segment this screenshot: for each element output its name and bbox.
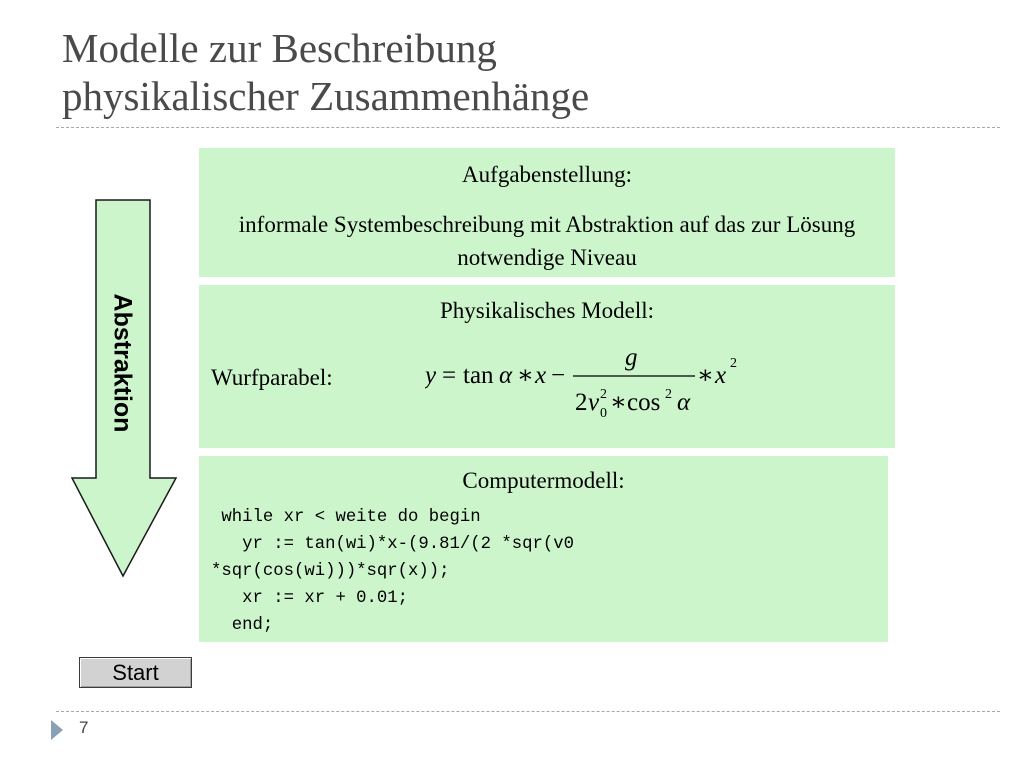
formula-minus: − <box>551 362 566 389</box>
task-description: informale Systembeschreibung mit Abstraktion auf das zur Lösung notwendige Niveau <box>238 212 856 270</box>
formula-v-sup: 2 <box>600 387 607 402</box>
start-button[interactable]: Start <box>79 657 192 688</box>
page-number: 7 <box>79 718 89 737</box>
slide-title-line-2: physikalischer Zusammenhänge <box>62 73 590 119</box>
formula-equals: = <box>442 362 457 389</box>
task-heading: Aufgabenstellung: <box>462 162 632 187</box>
formula-x-2: x <box>715 362 727 389</box>
code-line: xr := xr + 0.01; <box>211 589 409 608</box>
formula-times-1: ∗ <box>517 362 534 389</box>
physical-model-box <box>199 285 895 448</box>
formula-alpha-2: α <box>677 389 691 416</box>
formula-y: y <box>425 362 437 389</box>
physical-model-heading: Physikalisches Modell: <box>439 298 655 323</box>
title-divider <box>56 127 1000 128</box>
formula-numerator-g: g <box>625 344 638 371</box>
formula-times-3: ∗ <box>697 362 714 389</box>
slide-title-line-1: Modelle zur Beschreibung <box>62 25 497 71</box>
code-line: while xr < weite do begin <box>211 508 481 527</box>
formula-tan: tan <box>463 362 494 389</box>
formula-coef-2: 2 <box>575 389 588 416</box>
formula-cos: cos <box>627 389 661 416</box>
triangle-bullet-icon <box>50 719 64 741</box>
formula-cos-sup: 2 <box>665 387 672 402</box>
trajectory-label: Wurfparabel: <box>211 365 333 390</box>
code-line: *sqr(cos(wi)))*sqr(x)); <box>211 562 450 581</box>
formula-times-2: ∗ <box>610 389 627 416</box>
abstraction-arrow-label: Abstraktion <box>108 293 137 433</box>
trajectory-formula <box>425 343 745 423</box>
code-block <box>211 504 574 639</box>
code-line: yr := tan(wi)*x-(9.81/(2 *sqr(v0 <box>211 535 574 554</box>
formula-v-sub: 0 <box>600 406 607 421</box>
computer-model-heading: Computermodell: <box>462 468 625 493</box>
task-box <box>199 148 895 277</box>
formula-x: x <box>535 362 547 389</box>
footer-divider <box>56 711 1000 712</box>
formula-v: v <box>588 389 600 416</box>
formula-x-sup: 2 <box>730 356 737 371</box>
code-line: end; <box>211 616 274 635</box>
computer-model-box <box>199 456 888 642</box>
slide-title <box>62 24 962 120</box>
formula-alpha: α <box>499 362 513 389</box>
